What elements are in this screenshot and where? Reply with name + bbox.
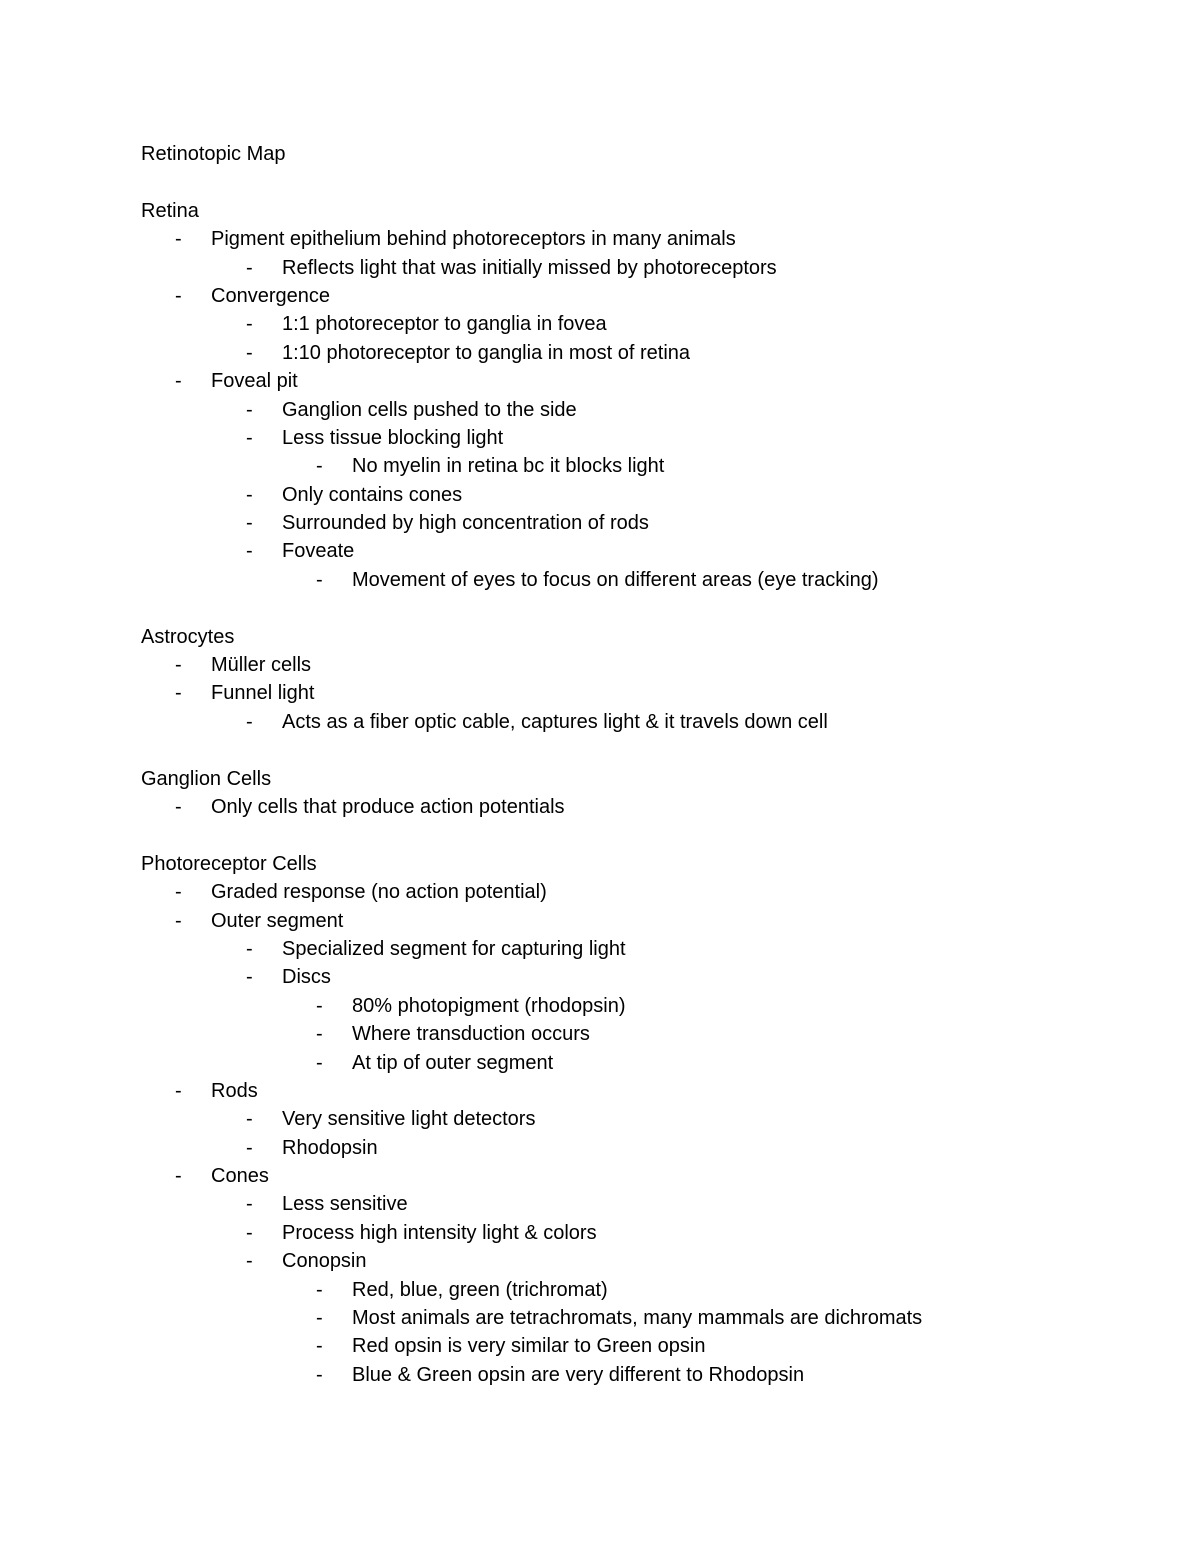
list-item: [141, 282, 1121, 310]
list-item: [141, 935, 1121, 963]
list-item: [141, 481, 1121, 509]
list-item-text: Specialized segment for capturing light: [282, 937, 626, 960]
list-item: [141, 1332, 1121, 1360]
list-item-text: Blue & Green opsin are very different to Rhodopsin: [352, 1363, 805, 1386]
list-item: [141, 1219, 1121, 1247]
bullet-dash: -: [316, 1278, 323, 1301]
list-item: [141, 254, 1121, 282]
list-item-text: Outer segment: [211, 909, 344, 932]
list-item: [141, 1361, 1121, 1389]
bullet-dash: -: [246, 1108, 253, 1131]
bullet-dash: -: [316, 1363, 323, 1386]
list-item: [141, 424, 1121, 452]
list-item-text: Rods: [211, 1079, 258, 1102]
list-item: [141, 708, 1121, 736]
list-item: [141, 651, 1121, 679]
list-item-text: Movement of eyes to focus on different areas (eye tracking): [352, 568, 879, 591]
list-item-text: Foveate: [282, 540, 355, 563]
bullet-dash: -: [175, 682, 182, 705]
section-heading: [141, 197, 1121, 225]
list-item-text: Convergence: [211, 284, 330, 307]
list-item-text: 1:1 photoreceptor to ganglia in fovea: [282, 313, 607, 336]
list-item-text: Red opsin is very similar to Green opsin: [352, 1335, 706, 1358]
bullet-dash: -: [316, 994, 323, 1017]
bullet-dash: -: [246, 710, 253, 733]
list-item-text: Most animals are tetrachromats, many mammals are dichromats: [352, 1307, 923, 1330]
list-item-text: Cones: [211, 1165, 269, 1188]
list-item: [141, 1276, 1121, 1304]
bullet-dash: -: [175, 284, 182, 307]
bullet-dash: -: [246, 937, 253, 960]
bullet-dash: -: [246, 540, 253, 563]
blank-line: [141, 736, 1121, 764]
list-item-text: Rhodopsin: [282, 1136, 378, 1159]
heading-text: Photoreceptor Cells: [141, 852, 317, 875]
bullet-dash: -: [175, 1079, 182, 1102]
list-item: [141, 1049, 1121, 1077]
bullet-dash: -: [175, 1165, 182, 1188]
bullet-dash: -: [316, 455, 323, 478]
section-heading: [141, 140, 1121, 168]
list-item: [141, 509, 1121, 537]
bullet-dash: -: [316, 1335, 323, 1358]
section-heading: [141, 850, 1121, 878]
heading-text: Astrocytes: [141, 625, 235, 648]
list-item-text: Conopsin: [282, 1250, 367, 1273]
list-item: [141, 367, 1121, 395]
blank-line: [141, 594, 1121, 622]
list-item-text: Foveal pit: [211, 370, 298, 393]
list-item-text: Surrounded by high concentration of rods: [282, 512, 649, 535]
list-item-text: 80% photopigment (rhodopsin): [352, 994, 626, 1017]
section-heading: [141, 765, 1121, 793]
bullet-dash: -: [175, 654, 182, 677]
bullet-dash: -: [316, 1307, 323, 1330]
bullet-dash: -: [316, 568, 323, 591]
list-item-text: Müller cells: [211, 654, 312, 677]
list-item: [141, 1304, 1121, 1332]
bullet-dash: -: [246, 256, 253, 279]
document-body: [141, 140, 1121, 1389]
list-item-text: Reflects light that was initially missed by photoreceptors: [282, 256, 777, 279]
list-item-text: Only contains cones: [282, 483, 463, 506]
list-item: [141, 452, 1121, 480]
bullet-dash: -: [316, 1023, 323, 1046]
heading-text: Retina: [141, 199, 199, 222]
list-item-text: No myelin in retina bc it blocks light: [352, 455, 665, 478]
bullet-dash: -: [246, 313, 253, 336]
bullet-dash: -: [246, 1193, 253, 1216]
list-item: [141, 396, 1121, 424]
list-item-text: Only cells that produce action potentials: [211, 795, 565, 818]
list-item-text: Ganglion cells pushed to the side: [282, 398, 577, 421]
heading-text: Ganglion Cells: [141, 767, 272, 790]
list-item: [141, 992, 1121, 1020]
bullet-dash: -: [175, 881, 182, 904]
bullet-dash: -: [316, 1051, 323, 1074]
list-item-text: Red, blue, green (trichromat): [352, 1278, 608, 1301]
bullet-dash: -: [246, 426, 253, 449]
bullet-dash: -: [175, 795, 182, 818]
list-item-text: Graded response (no action potential): [211, 881, 547, 904]
list-item-text: Discs: [282, 966, 331, 989]
list-item-text: Funnel light: [211, 682, 315, 705]
list-item: [141, 907, 1121, 935]
bullet-dash: -: [175, 228, 182, 251]
list-item-text: At tip of outer segment: [352, 1051, 554, 1074]
list-item: [141, 1162, 1121, 1190]
heading-text: Retinotopic Map: [141, 143, 286, 165]
bullet-dash: -: [246, 966, 253, 989]
list-item: [141, 1247, 1121, 1275]
list-item: [141, 225, 1121, 253]
list-item-text: Less tissue blocking light: [282, 426, 504, 449]
list-item: [141, 1134, 1121, 1162]
blank-line: [141, 168, 1121, 196]
list-item: [141, 878, 1121, 906]
list-item: [141, 310, 1121, 338]
list-item: [141, 1077, 1121, 1105]
list-item: [141, 1105, 1121, 1133]
blank-line: [141, 821, 1121, 849]
bullet-dash: -: [246, 1136, 253, 1159]
bullet-dash: -: [246, 483, 253, 506]
list-item: [141, 963, 1121, 991]
list-item: [141, 679, 1121, 707]
section-heading: [141, 623, 1121, 651]
bullet-dash: -: [246, 512, 253, 535]
list-item: [141, 566, 1121, 594]
bullet-dash: -: [175, 370, 182, 393]
list-item-text: Acts as a fiber optic cable, captures light & it travels down cell: [282, 710, 828, 733]
list-item-text: 1:10 photoreceptor to ganglia in most of retina: [282, 341, 691, 364]
list-item: [141, 1020, 1121, 1048]
bullet-dash: -: [246, 1221, 253, 1244]
list-item-text: Where transduction occurs: [352, 1023, 590, 1046]
list-item-text: Very sensitive light detectors: [282, 1108, 536, 1131]
list-item: [141, 537, 1121, 565]
list-item-text: Process high intensity light & colors: [282, 1221, 597, 1244]
bullet-dash: -: [246, 1250, 253, 1273]
bullet-dash: -: [246, 398, 253, 421]
list-item: [141, 339, 1121, 367]
bullet-dash: -: [246, 341, 253, 364]
list-item-text: Pigment epithelium behind photoreceptors in many animals: [211, 228, 736, 251]
list-item: [141, 793, 1121, 821]
list-item: [141, 1190, 1121, 1218]
bullet-dash: -: [175, 909, 182, 932]
list-item-text: Less sensitive: [282, 1193, 408, 1216]
